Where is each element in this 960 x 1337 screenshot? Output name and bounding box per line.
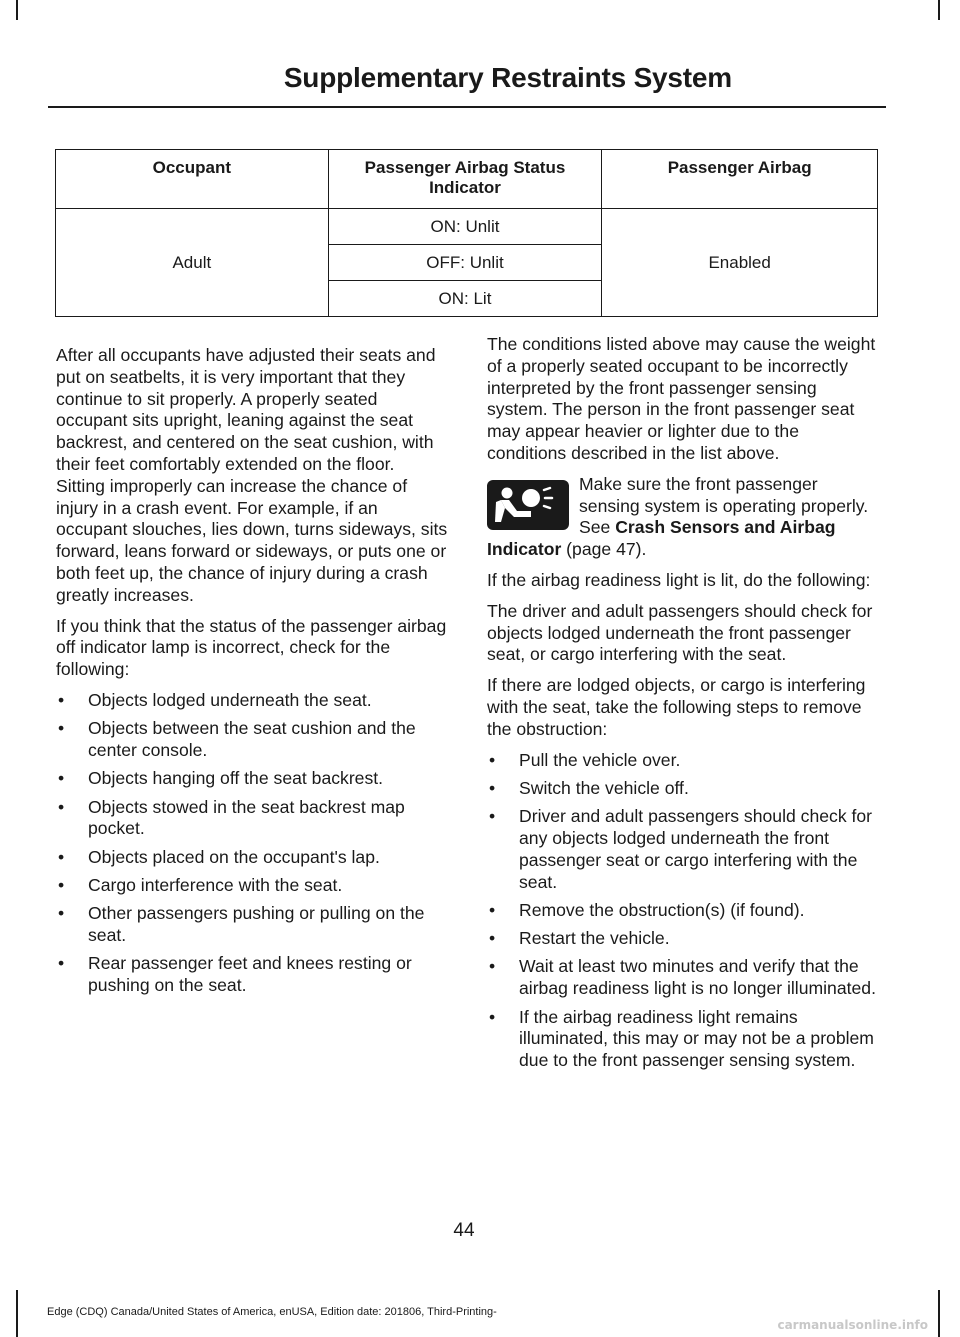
list-item-text: Cargo interference with the seat. [88,875,343,896]
crop-mark-bottom-left [16,1290,18,1337]
bullet: • [58,796,65,817]
icon-note-page-ref: (page 47). [561,539,647,560]
page-title: Supplementary Restraints System [283,62,732,93]
table-cell-indicator: OFF: Unlit [328,245,602,281]
watermark: carmanualsonline.info [777,1318,928,1332]
paragraph-steps-intro: If there are lodged objects, or cargo is interfering with the seat, take the following steps to remove the obstruction: [487,675,866,739]
list-item [56,875,448,897]
table-header-airbag: Passenger Airbag [602,150,878,209]
bullet: • [489,806,496,827]
list-item [56,953,448,997]
icon-note-text: Make sure the front passenger sensing system is operating properly. See [579,473,869,538]
left-column [56,345,448,1004]
icon-note [487,474,881,561]
crop-mark-top-right [938,0,940,20]
list-item [487,778,881,800]
list-item-text: Wait at least two minutes and verify that the airbag readiness light is no longer illuminated. [519,956,876,999]
bullet: • [489,956,496,977]
table-row [56,209,878,245]
list-item-text: Other passengers pushing or pulling on the seat. [88,903,425,946]
right-column [487,334,881,1078]
footer-edition: Edge (CDQ) Canada/United States of America, enUSA, Edition date: 201806, Third-Printing- [47,1306,497,1318]
crop-mark-top-left [16,0,18,20]
list-item [56,718,448,762]
list-item [56,903,448,947]
paragraph-check-intro: If you think that the status of the passenger airbag off indicator lamp is incorrect, check for the following: [56,615,447,680]
list-item [56,797,448,841]
list-item [487,750,881,772]
bullet: • [58,718,65,739]
table-header-occupant: Occupant [56,150,329,209]
paragraph-conditions: The conditions listed above may cause the weight of a properly seated occupant to be incorrectly interpreted by the front passenger sensing system. The person in the front passenger seat may appear heavier or lighter due to the conditions described in the list above. [487,334,876,463]
table-header-indicator: Passenger Airbag Status Indicator [328,150,602,209]
list-item [487,900,881,922]
bullet: • [58,875,65,896]
list-item-text: If the airbag readiness light remains illuminated, this may or may not be a problem due to the front passenger sensing system. [519,1006,874,1071]
list-item-text: Driver and adult passengers should check for any objects lodged underneath the front passenger seat or cargo interfering with the seat. [519,806,873,892]
check-list [56,690,448,997]
bullet: • [489,777,496,798]
page-number: 44 [453,1220,475,1241]
steps-list [487,750,881,1072]
table-cell-empty [602,209,878,245]
list-item-text: Objects lodged underneath the seat. [88,689,372,710]
table-cell-indicator: ON: Lit [328,281,602,317]
airbag-warning-icon [487,480,569,530]
bullet: • [489,1006,496,1027]
bullet: • [58,953,65,974]
list-item-text: Objects hanging off the seat backrest. [88,768,384,789]
paragraph-readiness: If the airbag readiness light is lit, do the following: [487,569,871,590]
list-item [56,768,448,790]
crash-sensors-link[interactable]: Crash Sensors and Airbag Indicator [487,517,836,560]
bullet: • [58,689,65,710]
bullet: • [489,928,496,949]
bullet: • [489,899,496,920]
table-cell-occupant: Adult [56,245,329,317]
list-item-text: Objects stowed in the seat backrest map pocket. [88,796,405,839]
list-item-text: Pull the vehicle over. [519,749,681,770]
table-cell-empty [56,209,329,245]
bullet: • [58,846,65,867]
crop-mark-bottom-right [938,1290,940,1337]
table-cell-indicator: ON: Unlit [328,209,602,245]
bullet: • [489,749,496,770]
list-item [487,928,881,950]
paragraph-seating: After all occupants have adjusted their seats and put on seatbelts, it is very important that they continue to sit properly. A properly seated occupant sits upright, leaning against the seat backrest, and centered on the seat cushion, with their feet comfortably extended on the floor. Sitting improperly can increase the chance of injury in a crash event. For example, if an occupant slouches, lies down, turns sideways, sits forward, leans forward or sideways, or puts one or both feet up, the chance of injury during a crash greatly increases. [56,345,448,605]
list-item-text: Objects placed on the occupant's lap. [88,846,380,867]
list-item [487,956,881,1000]
list-item [56,847,448,869]
list-item-text: Rear passenger feet and knees resting or pushing on the seat. [88,953,412,996]
table-header-row [56,150,878,209]
list-item-text: Restart the vehicle. [519,928,670,949]
bullet: • [58,768,65,789]
list-item-text: Switch the vehicle off. [519,777,689,798]
list-item-text: Objects between the seat cushion and the center console. [88,718,416,761]
list-item [487,1007,881,1072]
paragraph-driver-check: The driver and adult passengers should check for objects lodged underneath the front passenger seat, or cargo interfering with the seat. [487,600,873,665]
list-item [487,806,881,893]
airbag-status-table [55,149,878,317]
list-item-text: Remove the obstruction(s) (if found). [519,899,805,920]
list-item [56,690,448,712]
title-divider [48,106,886,108]
bullet: • [58,903,65,924]
table-cell-airbag: Enabled [602,245,878,317]
table-row [56,245,878,281]
